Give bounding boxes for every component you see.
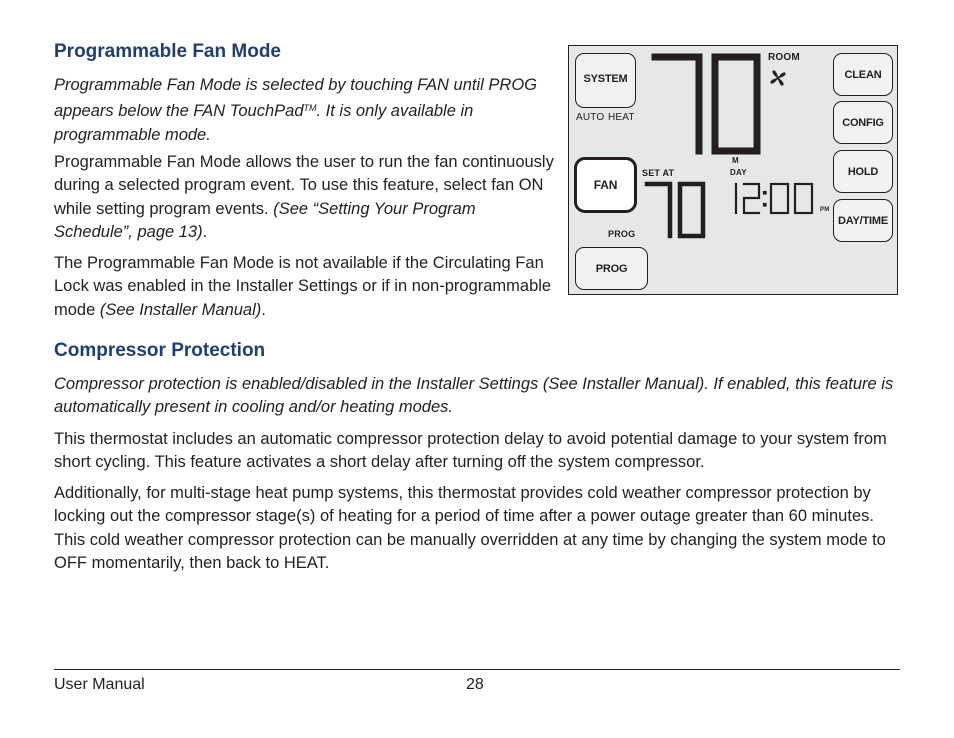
footer-rule (54, 669, 900, 670)
section-heading-compressor-protection: Compressor Protection (54, 340, 266, 361)
auto-mode-label: AUTO (576, 112, 605, 123)
clock-display (729, 182, 825, 218)
room-label: ROOM (768, 52, 800, 63)
system-button[interactable]: SYSTEM (575, 53, 636, 108)
page-number: 28 (466, 676, 484, 693)
fan-button[interactable]: FAN (574, 157, 637, 213)
clock-digit-0-b (795, 184, 812, 213)
heat-mode-label: HEAT (608, 112, 635, 123)
room-temp-digit-0 (715, 57, 757, 151)
compressor-protection-paragraph-2: Additionally, for multi-stage heat pump systems, this thermostat provides cold weather compressor protection by locking out the compressor stage(s) of heating for a period of time after a power outage greater than 60 minutes. This cold weather compressor protection can be manually overridden at any time by changing the system mode to OFF momentarily, then back to HEAT. (54, 484, 886, 572)
footer-document-title: User Manual (54, 676, 145, 693)
fan-prog-indicator: PROG (608, 229, 636, 239)
set-temp-digit-0 (680, 184, 703, 236)
set-temp-digit-7 (647, 184, 670, 236)
clean-button[interactable]: CLEAN (833, 53, 893, 96)
set-temperature-display (643, 181, 713, 241)
m-indicator: M (732, 156, 739, 165)
trademark-mark: TM (303, 103, 317, 114)
day-time-button[interactable]: DAY/TIME (833, 199, 893, 242)
hold-button[interactable]: HOLD (833, 150, 893, 193)
compressor-protection-paragraph-1: This thermostat includes an automatic compressor protection delay to avoid potential damage to your system from short cycling. This feature activates a short delay after turning off the system compressor. (54, 430, 887, 472)
programmable-fan-paragraph-2: The Programmable Fan Mode is not available if the Circulating Fan Lock was enabled in the Installer Settings or if in non-programmable mode (See Installer Manual). (54, 254, 552, 319)
clock-colon-bottom (764, 204, 766, 206)
thermostat-illustration (568, 45, 898, 295)
set-at-label: SET AT (642, 168, 675, 178)
programmable-fan-intro: Programmable Fan Mode is selected by touching FAN until PROG appears below the FAN TouchPad™. It is only available in programmable mode. (54, 76, 537, 144)
room-temperature-display (649, 51, 769, 161)
section-heading-programmable-fan-mode: Programmable Fan Mode (54, 41, 281, 62)
clock-colon-top (764, 192, 766, 194)
compressor-protection-intro: Compressor protection is enabled/disabled in the Installer Settings (See Installer Manual). If enabled, this feature is automatically present in cooling and/or heating modes. (54, 375, 894, 417)
room-temp-digit-7 (655, 57, 699, 151)
installer-manual-reference: (See Installer Manual) (99, 300, 262, 319)
schedule-reference: (See “Setting Your Program Schedule”, page 13) (54, 199, 476, 241)
day-label: DAY (730, 168, 747, 177)
clock-digit-0-a (771, 184, 788, 213)
programmable-fan-paragraph-1: Programmable Fan Mode allows the user to run the fan continuously during a selected program event. To use this feature, select fan ON while setting program events. (See “Setting Your Program Schedule”, page 13). (54, 153, 554, 241)
pm-indicator: PM (820, 207, 830, 213)
config-button[interactable]: CONFIG (833, 101, 893, 144)
prog-button[interactable]: PROG (575, 247, 648, 290)
fan-icon (769, 69, 787, 87)
clock-digit-2 (744, 184, 759, 213)
